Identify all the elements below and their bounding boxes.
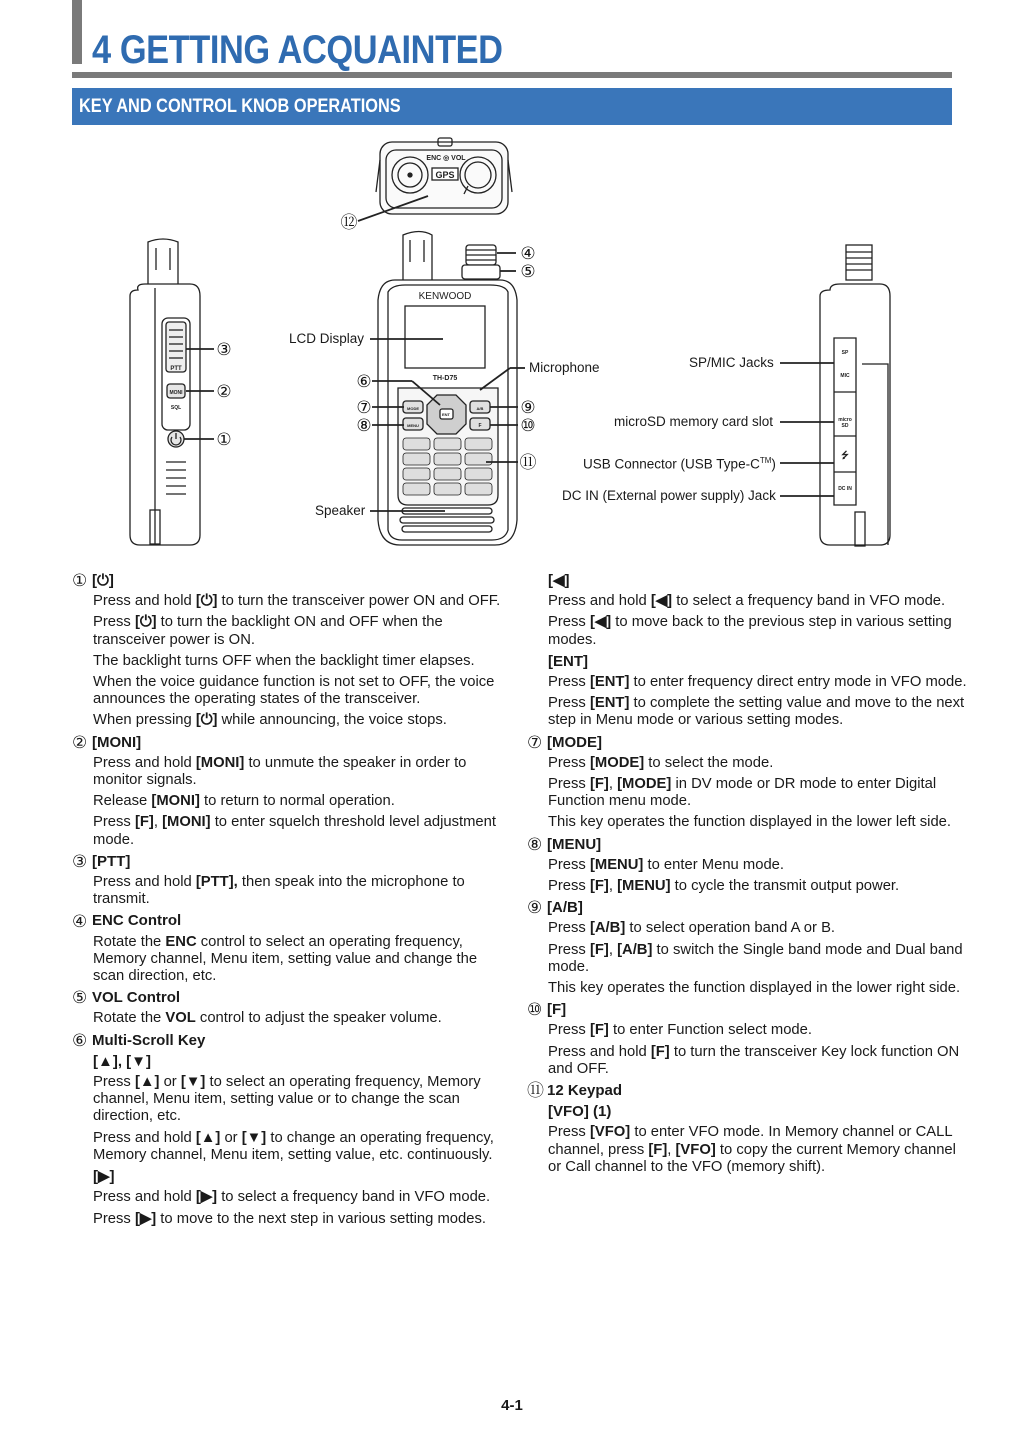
svg-text:DC IN: DC IN: [838, 486, 852, 492]
left-column: [72, 572, 512, 1228]
usb-label-text: USB Connector (USB Type-C: [583, 456, 760, 472]
menu-key-title: [MENU]: [547, 835, 602, 853]
power-key-title: [⏻]: [92, 572, 114, 589]
callout-1: ①: [216, 430, 232, 449]
chapter-title: 4 GETTING ACQUAINTED: [92, 28, 503, 72]
svg-text:MONI: MONI: [169, 390, 183, 396]
left-arrow-subheading: [◀]: [548, 572, 570, 589]
item-number: ⑥: [72, 1030, 88, 1050]
item-mode-heading: [527, 734, 967, 751]
item-f-heading: [527, 1001, 967, 1018]
item-number: ⑨: [527, 898, 543, 918]
left-side-view: [130, 239, 200, 545]
item-vol-heading: [72, 989, 512, 1006]
up-down-subheading: [▲], [▼]: [93, 1052, 152, 1070]
item-enc-heading: [72, 912, 512, 929]
label-dc-in-jack: DC IN (External power supply) Jack: [562, 488, 776, 503]
svg-text:TH-D75: TH-D75: [432, 375, 458, 382]
chapter-rule: [72, 72, 952, 78]
radio-diagram: [0, 130, 1024, 560]
svg-text:MODE: MODE: [407, 406, 419, 411]
page-number: 4-1: [501, 1397, 523, 1414]
callout-10: ⑩: [520, 416, 536, 435]
radio-illustration: [0, 130, 1024, 560]
paragraph: Press and hold [MONI] to unmute the speaker in order to monitor signals.: [93, 754, 467, 789]
item-ab-heading: [527, 899, 967, 916]
paragraph: Press [◀] to move back to the previous step in various setting modes.: [548, 614, 952, 648]
ptt-key-title: [PTT]: [92, 852, 131, 870]
svg-text:MIC: MIC: [840, 373, 850, 379]
multi-scroll-title: Multi-Scroll Key: [92, 1031, 206, 1049]
svg-text:KENWOOD: KENWOOD: [418, 291, 472, 302]
item-number: ①: [72, 571, 88, 591]
svg-text:SQL: SQL: [170, 405, 182, 411]
mode-key-title: [MODE]: [547, 733, 602, 751]
paragraph: Press and hold [PTT], then speak into the microphone to transmit.: [93, 874, 465, 908]
svg-text:⭍: ⭍: [841, 450, 849, 460]
right-arrow-subheading: [▶]: [93, 1168, 115, 1186]
callout-11: ⑪: [519, 453, 537, 472]
trademark-mark: TM: [759, 456, 772, 465]
paragraph: Press [ENT] to complete the setting value and move to the next step in Menu mode or various setting modes.: [548, 695, 965, 729]
paragraph: This key operates the function displayed in the lower right side.: [548, 980, 961, 997]
paragraph: Press [F], [A/B] to switch the Single band mode and Dual band mode.: [548, 941, 963, 975]
item-number: ④: [72, 911, 88, 931]
callout-8: ⑧: [356, 416, 372, 435]
paragraph: Press [VFO] to enter VFO mode. In Memory channel or CALL channel, press [F], [VFO] to copy the current Memory channel or Call channel to the VFO (memory shift).: [548, 1124, 956, 1175]
section-banner: [72, 88, 952, 125]
paragraph: Rotate the VOL control to adjust the speaker volume.: [93, 1010, 442, 1027]
right-column: [527, 572, 967, 1176]
f-key-title: [F]: [547, 1001, 567, 1019]
svg-text:SP: SP: [841, 350, 849, 356]
label-lcd-display: LCD Display: [289, 331, 365, 346]
paragraph: Press and hold [▶] to select a frequency band in VFO mode.: [93, 1189, 491, 1206]
moni-key-title: [MONI]: [92, 733, 142, 751]
item-number: ③: [72, 851, 88, 871]
paragraph: Release [MONI] to return to normal operation.: [93, 793, 395, 810]
paragraph: Press [F] to enter Function select mode.: [548, 1022, 812, 1039]
callout-6: ⑥: [356, 372, 372, 391]
paragraph: This key operates the function displayed in the lower left side.: [548, 814, 952, 831]
item-number: ⑧: [527, 834, 543, 854]
item-moni-heading: [72, 734, 512, 751]
paragraph: Press [F], [MODE] in DV mode or DR mode to enter Digital Function menu mode.: [548, 776, 937, 810]
right-side-view: [820, 245, 890, 546]
item-number: ⑪: [527, 1081, 544, 1101]
svg-text:MENU: MENU: [407, 423, 419, 428]
paragraph: Press [MODE] to select the mode.: [548, 754, 774, 771]
ab-key-title: [A/B]: [547, 899, 583, 917]
paragraph: Press [▲] or [▼] to select an operating frequency, Memory channel, Menu item, setting value or to change the scan direction, etc.: [93, 1074, 481, 1125]
label-usb-connector: [583, 456, 776, 472]
enc-control-title: ENC Control: [92, 912, 182, 930]
enc-vol-text: ENC ◎ VOL: [426, 155, 466, 162]
callout-2: ②: [216, 382, 232, 401]
paragraph: Press [ENT] to enter frequency direct entry mode in VFO mode.: [548, 674, 967, 691]
item-power-heading: [72, 572, 512, 589]
svg-text:F: F: [478, 423, 482, 429]
section-title: KEY AND CONTROL KNOB OPERATIONS: [79, 96, 401, 117]
paragraph: Press [A/B] to select operation band A or B.: [548, 920, 836, 937]
callout-4: ④: [520, 244, 536, 263]
usb-label-close: ): [771, 456, 776, 472]
paragraph: Rotate the ENC control to select an operating frequency, Memory channel, Menu item, setting value and change the scan direction, etc.: [93, 933, 478, 985]
keypad-title: 12 Keypad: [547, 1082, 623, 1100]
paragraph: Press [▶] to move to the next step in various setting modes.: [93, 1210, 487, 1227]
callout-5: ⑤: [520, 262, 536, 281]
label-microsd-slot: microSD memory card slot: [614, 414, 774, 429]
svg-text:PTT: PTT: [170, 366, 182, 372]
svg-text:SD: SD: [841, 423, 849, 429]
item-ptt-heading: [72, 853, 512, 870]
paragraph: Press [MENU] to enter Menu mode.: [548, 856, 785, 873]
paragraph: The backlight turns OFF when the backlight timer elapses.: [93, 652, 475, 669]
item-menu-heading: [527, 836, 967, 853]
callout-3: ③: [216, 340, 232, 359]
callout-12: ⑫: [340, 213, 358, 232]
item-multi-scroll-heading: [72, 1032, 512, 1049]
vfo-subheading: [VFO] (1): [548, 1103, 612, 1121]
label-sp-mic-jacks: SP/MIC Jacks: [689, 355, 774, 370]
item-number: ⑦: [527, 732, 543, 752]
callout-9: ⑨: [520, 398, 536, 417]
paragraph: Press [F], [MENU] to cycle the transmit output power.: [548, 878, 900, 895]
paragraph: Press and hold [▲] or [▼] to change an operating frequency, Memory channel, Menu item, setting value, etc. continuously.: [93, 1129, 494, 1163]
paragraph: Press and hold [F] to turn the transceiver Key lock function ON and OFF.: [548, 1043, 960, 1077]
ent-subheading: [ENT]: [548, 652, 588, 670]
paragraph: Press [⏻] to turn the backlight ON and OFF when the transceiver power is ON.: [93, 614, 443, 648]
item-number: ⑩: [527, 1000, 543, 1020]
item-number: ②: [72, 732, 88, 752]
label-microphone: Microphone: [529, 360, 600, 375]
svg-text:ENT: ENT: [442, 412, 450, 417]
paragraph: When pressing [⏻] while announcing, the voice stops.: [93, 712, 447, 729]
paragraph: When the voice guidance function is not set to OFF, the voice announces the operating states of the transceiver.: [93, 674, 495, 708]
svg-text:GPS: GPS: [435, 170, 455, 180]
front-view: [378, 232, 517, 546]
callout-7: ⑦: [356, 398, 372, 417]
svg-text:micro: micro: [838, 417, 852, 423]
svg-text:A/B: A/B: [476, 406, 484, 411]
label-speaker: Speaker: [315, 503, 366, 518]
paragraph: Press and hold [⏻] to turn the transceiver power ON and OFF.: [93, 593, 501, 610]
chapter-accent-bar: [72, 0, 82, 64]
paragraph: Press and hold [◀] to select a frequency band in VFO mode.: [548, 593, 946, 610]
item-keypad-heading: [527, 1082, 967, 1099]
vol-control-title: VOL Control: [92, 989, 181, 1007]
item-number: ⑤: [72, 988, 88, 1008]
paragraph: Press [F], [MONI] to enter squelch threshold level adjustment mode.: [93, 814, 496, 848]
